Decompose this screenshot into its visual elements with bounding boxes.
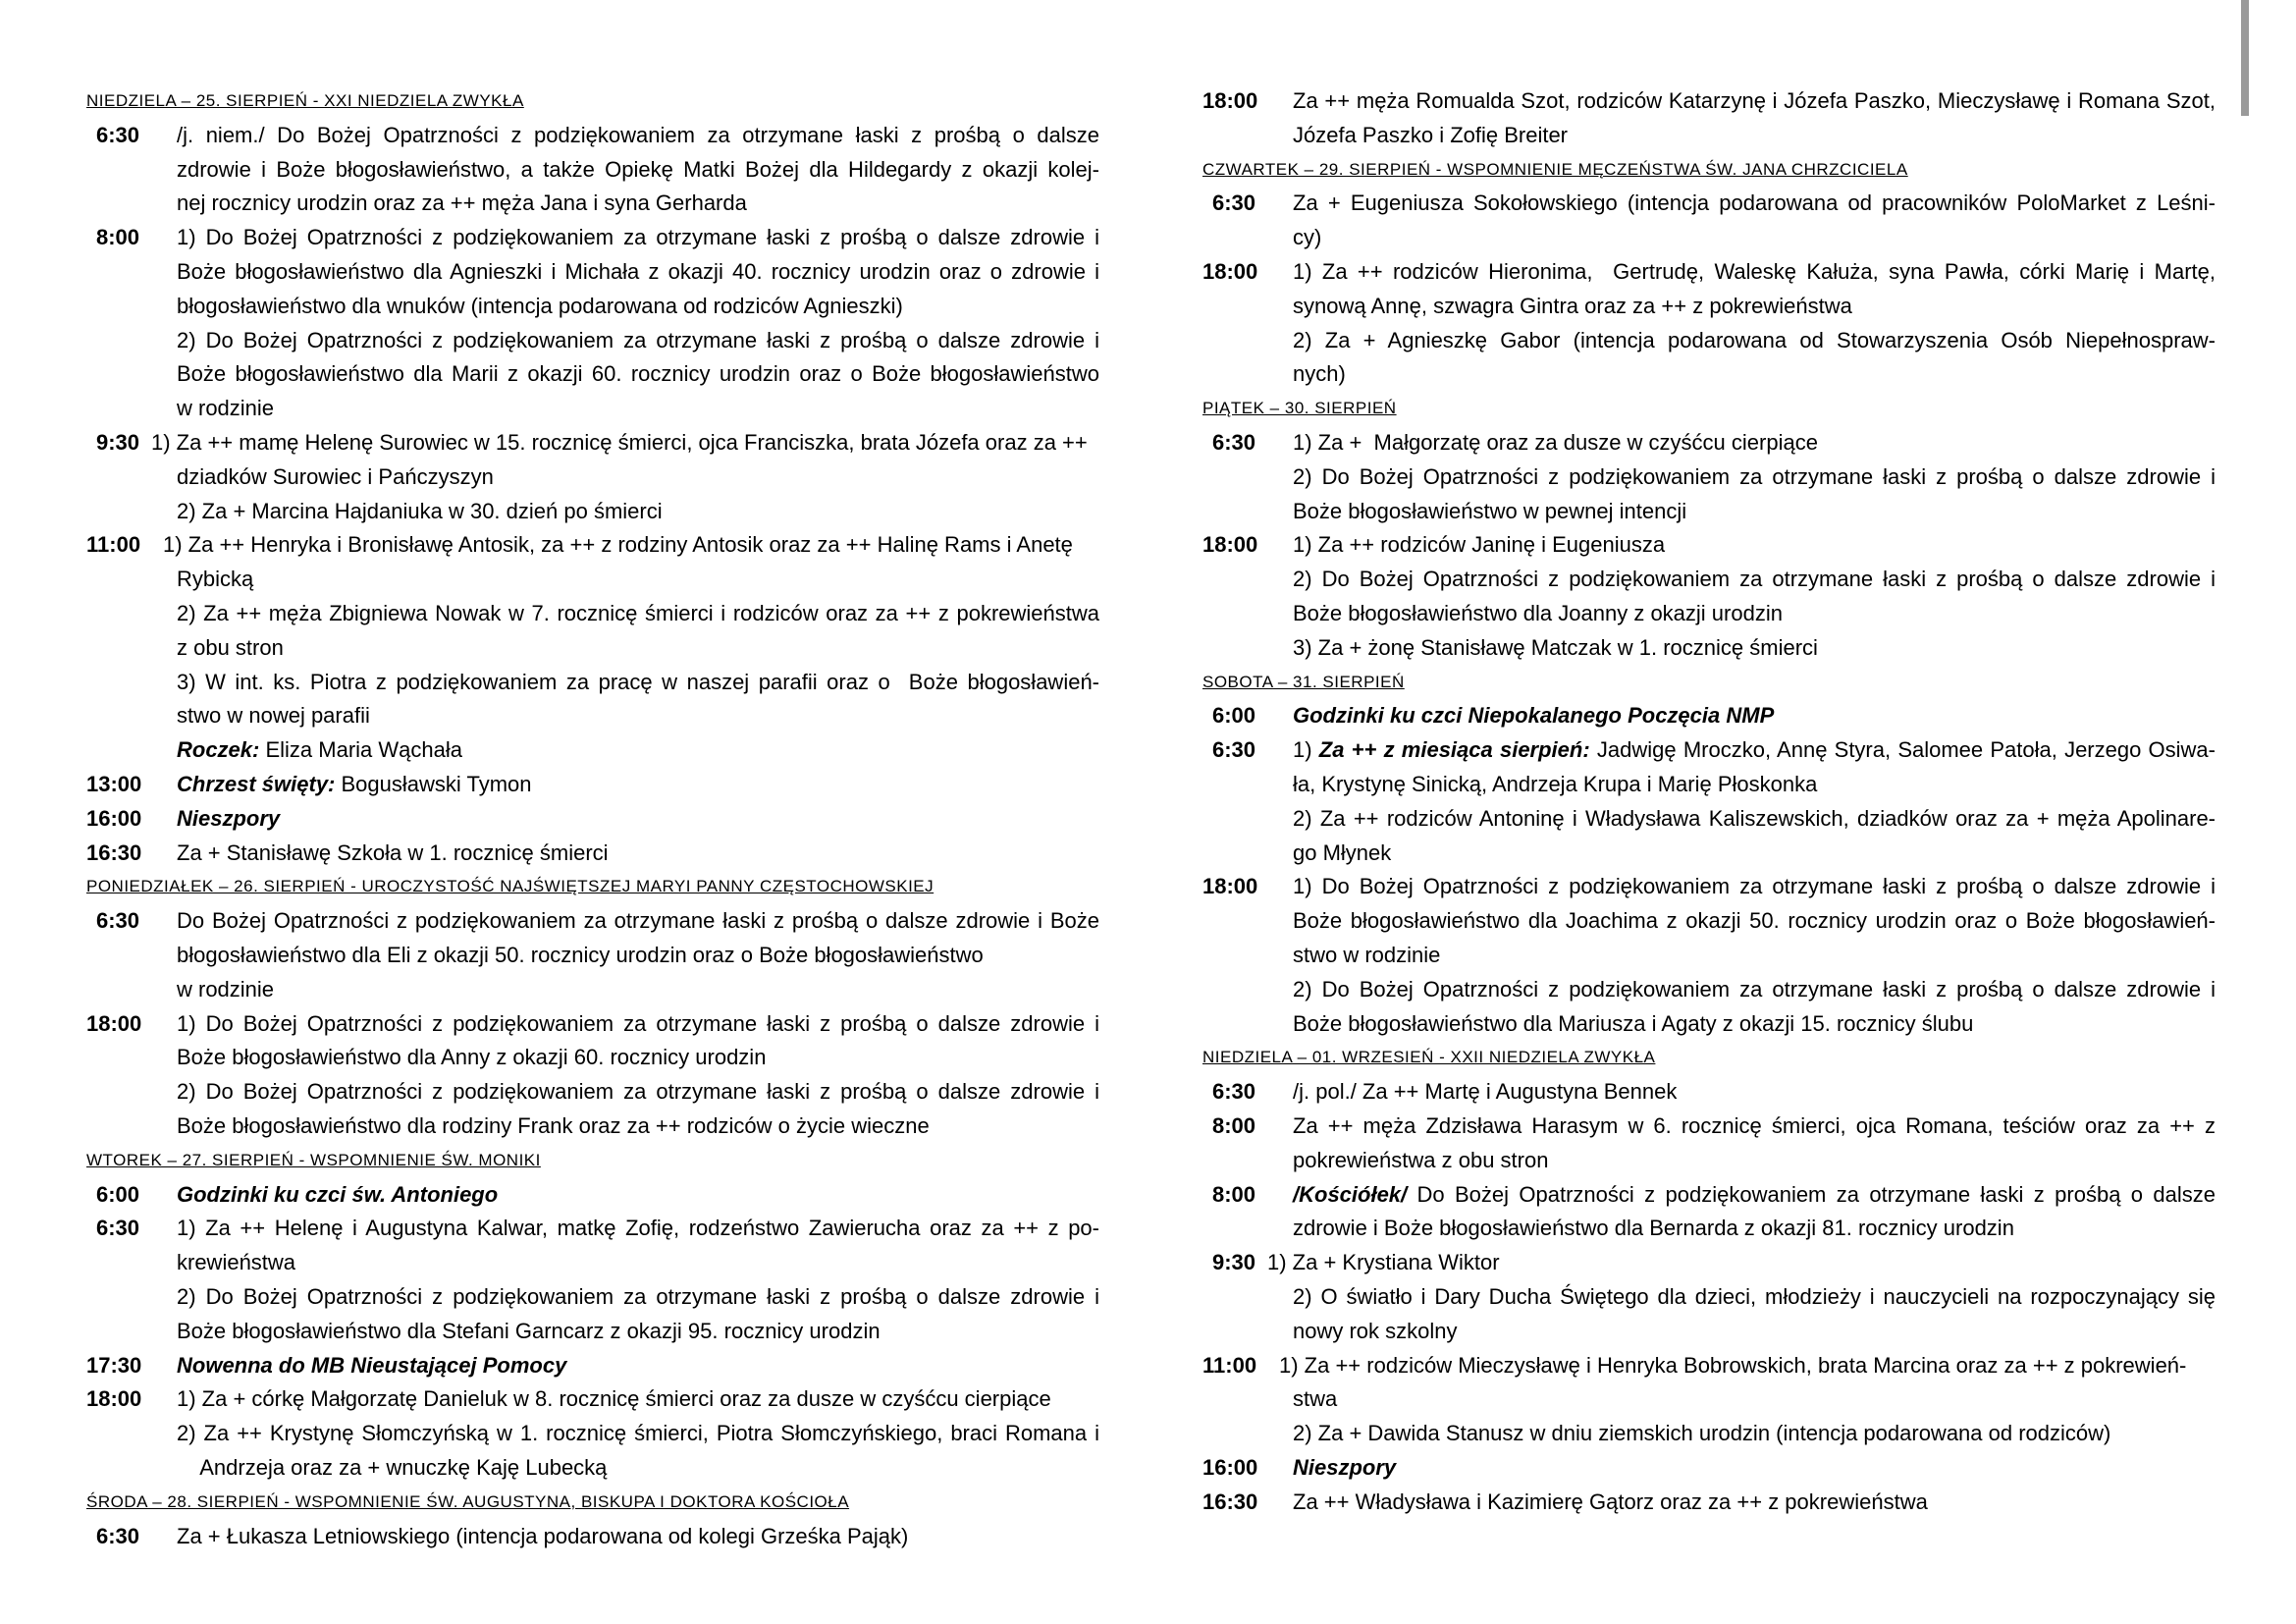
intention-body: Boże błogosławieństwo w pewnej intencji bbox=[1293, 498, 1687, 523]
intention-body: 1) Do Bożej Opatrzności z podziękowaniem za otrzymane łaski z prośbą o dalsze zdrowie i bbox=[177, 225, 1099, 250]
intention-text bbox=[1293, 1075, 1677, 1109]
intention-text bbox=[1293, 426, 1818, 460]
intention-body: Boże błogosławieństwo dla Mariusza i Agaty z okazji 15. rocznicy ślubu bbox=[1293, 1010, 1974, 1036]
intention-text bbox=[177, 392, 274, 425]
intention-body: /j. niem./ Do Bożej Opatrzności z podziękowaniem za otrzymane łaski z prośbą o dalsze bbox=[177, 122, 1099, 147]
intention-text bbox=[1293, 1144, 1548, 1177]
intention-body: Eliza Maria Wąchała bbox=[259, 737, 462, 763]
intention-body: w rodzinie bbox=[177, 976, 275, 1001]
intention-body: Bogusławski Tymon bbox=[335, 772, 532, 796]
intention-text bbox=[1293, 973, 2216, 1006]
intention-text bbox=[1293, 324, 2216, 357]
intention-body: nej rocznicy urodzin oraz za ++ męża Jana i syna Gerharda bbox=[177, 190, 747, 216]
intention-text bbox=[177, 563, 253, 596]
intention-text bbox=[1293, 563, 2216, 596]
mass-time: 18:00 bbox=[1202, 874, 1258, 899]
day-heading: WTOREK – 27. SIERPIEŃ - WSPOMNIENIE ŚW. MONIKI bbox=[86, 1150, 541, 1169]
intention-text bbox=[1293, 939, 1440, 972]
intention-text bbox=[177, 290, 903, 323]
intention-text bbox=[1293, 495, 1686, 528]
intention-text bbox=[177, 187, 747, 220]
intention-body: 1) Za ++ Helenę i Augustyna Kalwar, matkę Zofię, rodzeństwo Zawierucha oraz za ++ z po- bbox=[177, 1216, 1099, 1241]
intention-text bbox=[177, 1451, 607, 1485]
intention-text bbox=[177, 768, 532, 801]
intention-body: 2) Do Bożej Opatrzności z podziękowaniem za otrzymane łaski z prośbą o dalsze zdrowie i bbox=[177, 327, 1099, 352]
intention-text bbox=[1293, 904, 2216, 938]
intention-body: 1) Za + Krystiana Wiktor bbox=[1267, 1250, 1500, 1275]
intention-body: Józefa Paszko i Zofię Breiter bbox=[1293, 122, 1569, 147]
intention-body: 1) Za + córkę Małgorzatę Danieluk w 8. rocznicę śmierci oraz za dusze w czyśćcu cierpiące bbox=[177, 1386, 1051, 1412]
mass-time: 6:00 bbox=[1212, 703, 1256, 729]
intention-text bbox=[1293, 1315, 1458, 1348]
intention-text bbox=[177, 1007, 1099, 1041]
intention-prefix: 1) bbox=[1293, 737, 1319, 763]
intention-body: 2) Za ++ męża Zbigniewa Nowak w 7. rocznicę śmierci i rodziców oraz za ++ z pokrewieństwa bbox=[177, 601, 1099, 625]
intention-text bbox=[177, 699, 370, 732]
intention-body: 2) Za + Dawida Stanusz w dniu ziemskich urodzin (intencja podarowana od rodziców) bbox=[1293, 1421, 2111, 1446]
intention-body: go Młynek bbox=[1293, 839, 1392, 865]
intention-body: synową Annę, szwagra Gintra oraz za ++ z pokrewieństwa bbox=[1293, 293, 1852, 318]
intention-body: 2) O światło i Dary Ducha Świętego dla dzieci, młodzieży i nauczycieli na rozpoczynający się bbox=[1293, 1284, 2216, 1309]
intention-body: Do Bożej Opatrzności z podziękowaniem za otrzymane łaski z prośbą o dalsze zdrowie i Boże bbox=[177, 908, 1099, 934]
intention-text bbox=[1293, 187, 2216, 220]
intention-text bbox=[1293, 255, 2216, 289]
intention-body: zdrowie i Boże błogosławieństwo dla Bernarda z okazji 81. rocznicy urodzin bbox=[1293, 1216, 2014, 1241]
intention-emphasis: Za ++ z miesiąca sierpień: bbox=[1318, 737, 1590, 763]
intention-body: 2) Za ++ rodziców Antoninę i Władysława Kaliszewskich, dziadków oraz za + męża Apolinare- bbox=[1293, 805, 2216, 831]
intention-text bbox=[177, 631, 284, 665]
intention-text bbox=[151, 426, 1088, 460]
intention-text bbox=[177, 1246, 295, 1279]
intention-body: 2) Do Bożej Opatrzności z podziękowaniem za otrzymane łaski z prośbą o dalsze zdrowie i bbox=[177, 1079, 1099, 1105]
intention-body: stwa bbox=[1293, 1386, 1338, 1412]
intention-body: 1) Za ++ Henryka i Bronisławę Antosik, za ++ z rodziny Antosik oraz za ++ Halinę Rams i Anetę bbox=[163, 532, 1073, 558]
intention-body: 3) Za + żonę Stanisławę Matczak w 1. rocznicę śmierci bbox=[1293, 634, 1818, 660]
mass-time: 16:00 bbox=[86, 805, 142, 831]
mass-time: 16:30 bbox=[86, 839, 142, 865]
intention-text bbox=[177, 733, 462, 767]
intention-body: Za ++ Władysława i Kazimierę Gątorz oraz za ++ z pokrewieństwa bbox=[1293, 1489, 1928, 1514]
intention-text bbox=[177, 1280, 1099, 1314]
intention-body: 2) Do Bożej Opatrzności z podziękowaniem za otrzymane łaski z prośbą o dalsze zdrowie i bbox=[177, 1284, 1099, 1309]
mass-time: 11:00 bbox=[1202, 1352, 1257, 1378]
intention-text bbox=[177, 939, 984, 972]
intention-body: 1) Za ++ rodziców Mieczysławę i Henryka Bobrowskich, brata Marcina oraz za ++ z pokrewień- bbox=[1279, 1352, 2187, 1378]
intention-body: 2) Do Bożej Opatrzności z podziękowaniem za otrzymane łaski z prośbą o dalsze zdrowie i bbox=[1293, 976, 2216, 1001]
mass-time: 6:30 bbox=[96, 122, 140, 147]
intention-body: Boże błogosławieństwo dla Joanny z okazji urodzin bbox=[1293, 601, 1783, 625]
intention-text bbox=[177, 119, 1099, 152]
intention-body: zdrowie i Boże błogosławieństwo, a także Opiekę Matki Bożej dla Hildegardy z okazji kolej- bbox=[177, 156, 1099, 182]
intention-text bbox=[177, 357, 1099, 391]
intention-text bbox=[1293, 1417, 2110, 1450]
intention-text bbox=[1293, 221, 1321, 254]
intention-text bbox=[177, 973, 274, 1006]
intention-text bbox=[177, 1075, 1099, 1109]
mass-time: 18:00 bbox=[86, 1386, 142, 1412]
intention-emphasis: Godzinki ku czci św. Antoniego bbox=[177, 1181, 499, 1207]
intention-body: Za + Łukasza Letniowskiego (intencja podarowana od kolegi Grześka Pająk) bbox=[177, 1523, 909, 1548]
scrollbar[interactable] bbox=[2241, 0, 2249, 116]
mass-time: 16:30 bbox=[1202, 1489, 1258, 1514]
intention-text bbox=[1293, 357, 1346, 391]
mass-time: 18:00 bbox=[1202, 532, 1258, 558]
intention-emphasis: /Kościółek/ bbox=[1293, 1181, 1408, 1207]
intention-text bbox=[1293, 870, 2216, 903]
intention-body: błogosławieństwo dla Eli z okazji 50. rocznicy urodzin oraz o Boże błogosławieństwo bbox=[177, 943, 984, 967]
intention-text bbox=[177, 1382, 1051, 1416]
intention-text bbox=[177, 1315, 881, 1348]
mass-time: 6:30 bbox=[1212, 1079, 1256, 1105]
intention-body: 2) Do Bożej Opatrzności z podziękowaniem za otrzymane łaski z prośbą o dalsze zdrowie i bbox=[1293, 463, 2216, 489]
intention-body: Rybicką bbox=[177, 567, 254, 592]
intention-body: błogosławieństwo dla wnuków (intencja podarowana od rodziców Agnieszki) bbox=[177, 293, 903, 318]
intention-body: 2) Za + Agnieszkę Gabor (intencja podarowana od Stowarzyszenia Osób Niepełnospraw- bbox=[1293, 327, 2216, 352]
intention-text bbox=[1293, 1007, 1973, 1041]
intention-body: cy) bbox=[1293, 225, 1322, 250]
mass-time: 6:30 bbox=[1212, 190, 1256, 216]
intention-text bbox=[1293, 837, 1391, 870]
intention-body: Boże błogosławieństwo dla Anny z okazji 60. rocznicy urodzin bbox=[177, 1045, 767, 1070]
intention-body: Za ++ męża Romualda Szot, rodziców Katarzynę i Józefa Paszko, Mieczysławę i Romana Szot, bbox=[1293, 88, 2216, 113]
intention-text bbox=[177, 802, 280, 836]
intention-text bbox=[1293, 1486, 1928, 1519]
intention-body: Za + Stanisławę Szkoła w 1. rocznicę śmierci bbox=[177, 839, 609, 865]
mass-time: 13:00 bbox=[86, 772, 142, 796]
intention-body: w rodzinie bbox=[177, 396, 275, 421]
intention-body: ła, Krystynę Sinicką, Andrzeja Krupa i Marię Płoskonka bbox=[1293, 772, 1818, 796]
mass-time: 18:00 bbox=[1202, 259, 1258, 284]
intention-body: 3) W int. ks. Piotra z podziękowaniem za pracę w naszej parafii oraz o Boże błogosławień- bbox=[177, 669, 1099, 694]
intention-body: Boże błogosławieństwo dla Stefani Garncarz z okazji 95. rocznicy urodzin bbox=[177, 1318, 881, 1343]
intention-text bbox=[1293, 290, 1852, 323]
intention-emphasis: Nieszpory bbox=[177, 805, 281, 831]
mass-time: 8:00 bbox=[1212, 1113, 1256, 1138]
intention-body: Za + Eugeniusza Sokołowskiego (intencja podarowana od pracowników PoloMarket z Leśni- bbox=[1293, 190, 2216, 216]
intention-text bbox=[177, 1520, 908, 1553]
intention-text bbox=[177, 495, 663, 528]
intention-text bbox=[177, 255, 1099, 289]
intention-body: 2) Za ++ Krystynę Słomczyńską w 1. rocznicę śmierci, Piotra Słomczyńskiego, braci Romana i bbox=[177, 1421, 1099, 1446]
intention-text bbox=[1293, 802, 2216, 836]
intention-text bbox=[177, 597, 1099, 630]
intention-body: dziadków Surowiec i Pańczyszyn bbox=[177, 463, 494, 489]
intention-body: pokrewieństwa z obu stron bbox=[1293, 1147, 1549, 1172]
intention-text bbox=[177, 153, 1099, 187]
mass-time: 18:00 bbox=[1202, 88, 1258, 113]
intention-body: Do Bożej Opatrzności z podziękowaniem za otrzymane łaski z prośbą o dalsze bbox=[1407, 1181, 2216, 1207]
intention-text bbox=[177, 1110, 930, 1143]
mass-time: 6:30 bbox=[1212, 430, 1256, 455]
intention-text bbox=[1293, 631, 1818, 665]
mass-time: 11:00 bbox=[86, 532, 141, 558]
mass-time: 17:30 bbox=[86, 1352, 142, 1378]
intention-emphasis: Nowenna do MB Nieustającej Pomocy bbox=[177, 1352, 567, 1378]
intention-text bbox=[177, 324, 1099, 357]
intention-text bbox=[177, 1212, 1099, 1245]
mass-time: 6:30 bbox=[96, 908, 140, 934]
day-heading: PIĄTEK – 30. SIERPIEŃ bbox=[1202, 399, 1397, 418]
intention-text bbox=[1267, 1246, 1500, 1279]
day-heading: PONIEDZIAŁEK – 26. SIERPIEŃ - UROCZYSTOŚĆ NAJŚWIĘTSZEJ MARYI PANNY CZĘSTOCHOWSKIEJ bbox=[86, 877, 934, 896]
intention-emphasis: Godzinki ku czci Niepokalanego Poczęcia NMP bbox=[1293, 703, 1775, 729]
intention-text bbox=[177, 1041, 766, 1074]
intention-body: Andrzeja oraz za + wnuczkę Kaję Lubecką bbox=[177, 1455, 608, 1480]
intention-body: 1) Za ++ rodziców Janinę i Eugeniusza bbox=[1293, 532, 1666, 558]
intention-body: nowy rok szkolny bbox=[1293, 1318, 1458, 1343]
intention-body: 1) Za ++ rodziców Hieronima, Gertrudę, Waleskę Kałuża, syna Pawła, córki Marię i Martę, bbox=[1293, 259, 2216, 284]
intention-body: stwo w rodzinie bbox=[1293, 943, 1441, 967]
mass-time: 9:30 bbox=[96, 430, 140, 455]
intention-body: /j. pol./ Za ++ Martę i Augustyna Bennek bbox=[1293, 1079, 1678, 1105]
intention-text bbox=[1293, 1178, 2216, 1212]
intention-text bbox=[163, 528, 1073, 562]
intention-body: 1) Do Bożej Opatrzności z podziękowaniem za otrzymane łaski z prośbą o dalsze zdrowie i bbox=[1293, 874, 2216, 899]
intention-body: Jadwigę Mroczko, Annę Styra, Salomee Patoła, Jerzego Osiwa- bbox=[1589, 737, 2216, 763]
intention-body: 2) Za + Marcina Hajdaniuka w 30. dzień po śmierci bbox=[177, 498, 663, 523]
intention-body: 1) Za + Małgorzatę oraz za dusze w czyśćcu cierpiące bbox=[1293, 430, 1818, 455]
intention-text bbox=[1293, 1110, 2216, 1143]
intention-emphasis: Roczek: bbox=[177, 737, 260, 763]
mass-time: 8:00 bbox=[1212, 1181, 1256, 1207]
day-heading: NIEDZIELA – 01. WRZESIEŃ - XXII NIEDZIELA ZWYKŁA bbox=[1202, 1048, 1656, 1067]
intention-text bbox=[177, 1349, 566, 1382]
intention-body: krewieństwa bbox=[177, 1250, 296, 1275]
intention-text bbox=[1293, 528, 1665, 562]
intention-text bbox=[1293, 597, 1783, 630]
intention-text bbox=[1293, 1280, 2216, 1314]
intention-text bbox=[1293, 733, 2216, 767]
intention-text bbox=[1279, 1349, 2186, 1382]
intention-text bbox=[1293, 84, 2216, 118]
mass-time: 8:00 bbox=[96, 225, 140, 250]
mass-time: 6:30 bbox=[1212, 737, 1256, 763]
intention-text bbox=[177, 904, 1099, 938]
mass-time: 9:30 bbox=[1212, 1250, 1256, 1275]
intention-body: 2) Do Bożej Opatrzności z podziękowaniem za otrzymane łaski z prośbą o dalsze zdrowie i bbox=[1293, 567, 2216, 592]
intention-text bbox=[1293, 460, 2216, 494]
intention-body: Boże błogosławieństwo dla Agnieszki i Michała z okazji 40. rocznicy urodzin oraz o zdrowie i bbox=[177, 259, 1099, 284]
intention-body: Za ++ męża Zdzisława Harasym w 6. rocznicę śmierci, ojca Romana, teściów oraz za ++ z bbox=[1293, 1113, 2216, 1138]
intention-body: stwo w nowej parafii bbox=[177, 703, 370, 729]
day-heading: CZWARTEK – 29. SIERPIEŃ - WSPOMNIENIE MĘCZEŃSTWA ŚW. JANA CHRZCICIELA bbox=[1202, 159, 1908, 179]
mass-time: 18:00 bbox=[86, 1010, 142, 1036]
intention-body: nych) bbox=[1293, 361, 1346, 387]
mass-time: 6:30 bbox=[96, 1523, 140, 1548]
mass-time: 6:00 bbox=[96, 1181, 140, 1207]
intention-body: Boże błogosławieństwo dla Marii z okazji 60. rocznicy urodzin oraz o Boże błogosławieństwo bbox=[177, 361, 1099, 387]
intention-body: 1) Za ++ mamę Helenę Surowiec w 15. rocznicę śmierci, ojca Franciszka, brata Józefa oraz za ++ bbox=[151, 430, 1088, 455]
mass-time: 6:30 bbox=[96, 1216, 140, 1241]
day-heading: SOBOTA – 31. SIERPIEŃ bbox=[1202, 672, 1405, 691]
intention-text bbox=[1293, 119, 1568, 152]
intention-text bbox=[177, 460, 494, 494]
day-heading: ŚRODA – 28. SIERPIEŃ - WSPOMNIENIE ŚW. AUGUSTYNA, BISKUPA I DOKTORA KOŚCIOŁA bbox=[86, 1491, 850, 1511]
day-heading: NIEDZIELA – 25. SIERPIEŃ - XXI NIEDZIELA ZWYKŁA bbox=[86, 91, 524, 110]
intention-emphasis: Nieszpory bbox=[1293, 1455, 1397, 1480]
mass-time: 16:00 bbox=[1202, 1455, 1258, 1480]
intention-text bbox=[177, 221, 1099, 254]
intention-text bbox=[177, 666, 1099, 699]
intention-text bbox=[1293, 1212, 2014, 1245]
intention-body: Boże błogosławieństwo dla rodziny Frank oraz za ++ rodziców o życie wieczne bbox=[177, 1113, 930, 1138]
intention-text bbox=[1293, 699, 1774, 732]
intention-text bbox=[1293, 768, 1817, 801]
intention-body: 1) Do Bożej Opatrzności z podziękowaniem za otrzymane łaski z prośbą o dalsze zdrowie i bbox=[177, 1010, 1099, 1036]
intention-text bbox=[1293, 1382, 1337, 1416]
intention-text bbox=[177, 837, 609, 870]
intention-emphasis: Chrzest święty: bbox=[177, 772, 336, 796]
intention-text bbox=[1293, 1451, 1396, 1485]
intention-text bbox=[177, 1417, 1099, 1450]
intention-body: z obu stron bbox=[177, 634, 284, 660]
intention-body: Boże błogosławieństwo dla Joachima z okazji 50. rocznicy urodzin oraz o Boże błogosławień- bbox=[1293, 908, 2216, 934]
intention-text bbox=[177, 1178, 498, 1212]
